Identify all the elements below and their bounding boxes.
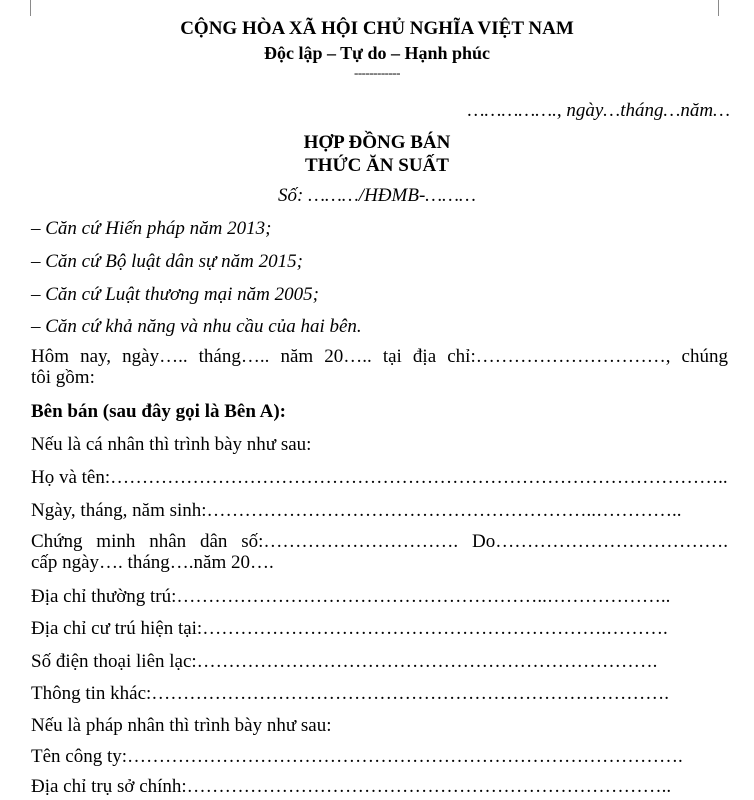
intro-line-1: Hôm nay, ngày….. tháng….. năm 20….. tại địa chỉ:…………………………, chúng <box>31 346 728 367</box>
current-address-field: Địa chỉ cư trú hiện tại:……………………………………………………….………. <box>31 618 668 639</box>
birth-date-field: Ngày, tháng, năm sinh:……………………………………………………..………….. <box>31 500 682 521</box>
national-motto: Độc lập – Tự do – Hạnh phúc <box>263 43 491 63</box>
date-place-line: ……………., ngày…tháng…năm… <box>467 100 730 121</box>
company-name-field: Tên công ty:……………………………………………………………………………. <box>31 746 683 767</box>
full-name-field: Họ và tên:…………………………………………………………………………………….. <box>31 467 728 488</box>
contract-number: Số: ………/HĐMB-……… <box>278 185 476 206</box>
permanent-address-field: Địa chỉ thường trú:…………………………………………………..……………….. <box>31 586 671 607</box>
national-heading: CỘNG HÒA XÃ HỘI CHỦ NGHĨA VIỆT NAM <box>180 18 574 39</box>
individual-intro: Nếu là cá nhân thì trình bày như sau: <box>31 434 312 455</box>
intro-line-2: tôi gồm: <box>31 367 95 388</box>
id-card-issue-date: cấp ngày…. tháng….năm 20…. <box>31 552 274 573</box>
head-office-field: Địa chỉ trụ sở chính:………………………………………………………………….. <box>31 776 672 797</box>
seller-heading: Bên bán (sau đây gọi là Bên A): <box>31 401 286 422</box>
legal-basis-constitution: – Căn cứ Hiến pháp năm 2013; <box>31 218 272 239</box>
id-card-field: Chứng minh nhân dân số:…………………………. Do………………………………. <box>31 531 728 552</box>
contract-title-line-2: THỨC ĂN SUẤT <box>305 155 449 176</box>
phone-field: Số điện thoại liên lạc:………………………………………………………………. <box>31 651 658 672</box>
legal-basis-civil-code: – Căn cứ Bộ luật dân sự năm 2015; <box>31 251 303 272</box>
other-info-field: Thông tin khác:………………………………………………………………………. <box>31 683 670 704</box>
contract-title-line-1: HỢP ĐỒNG BÁN <box>303 132 451 153</box>
legal-entity-intro: Nếu là pháp nhân thì trình bày như sau: <box>31 715 332 736</box>
legal-basis-commercial-law: – Căn cứ Luật thương mại năm 2005; <box>31 284 319 305</box>
page-corner-mark-right <box>718 0 719 16</box>
page-corner-mark-left <box>30 0 31 16</box>
heading-separator: ------------ <box>354 65 400 80</box>
legal-basis-mutual-needs: – Căn cứ khả năng và nhu cầu của hai bên. <box>31 316 362 337</box>
